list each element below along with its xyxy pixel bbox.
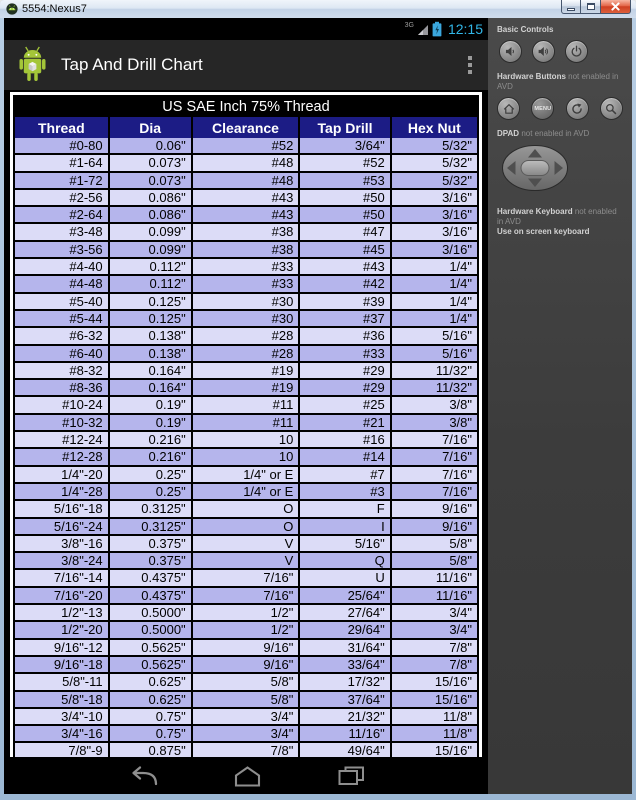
table-cell: 0.073" (109, 172, 192, 189)
table-cell: #16 (299, 431, 390, 448)
table-scroll-area[interactable] (4, 90, 488, 757)
table-row (14, 569, 478, 586)
table-cell: #47 (299, 223, 390, 240)
table-row (14, 587, 478, 604)
table-cell: 31/64" (299, 639, 390, 656)
table-cell: 0.625" (109, 691, 192, 708)
table-cell: 5/32" (391, 138, 478, 154)
table-cell: 0.138" (109, 345, 192, 362)
overflow-menu-button[interactable] (460, 50, 480, 80)
maximize-icon (587, 3, 595, 10)
table-cell: 5/16"-24 (14, 518, 109, 535)
table-cell: 7/16" (192, 587, 300, 604)
basic-controls-label: Basic Controls (497, 25, 554, 34)
table-row (14, 639, 478, 656)
basic-controls-buttons (499, 40, 625, 63)
table-cell: #8-32 (14, 362, 109, 379)
table-cell: 11/16" (299, 725, 390, 742)
table-row (14, 172, 478, 189)
table-row (14, 535, 478, 552)
table-cell: 0.25" (109, 466, 192, 483)
recents-button[interactable] (336, 764, 366, 788)
hardware-buttons-note: not enabled in AVD (497, 72, 619, 91)
table-row (14, 241, 478, 258)
power-button[interactable] (565, 40, 588, 63)
table-row (14, 206, 478, 223)
emulator-controls-panel (488, 18, 632, 794)
table-cell: 37/64" (299, 691, 390, 708)
table-cell: 0.3125" (109, 518, 192, 535)
table-row (14, 448, 478, 465)
table-row (14, 138, 478, 154)
table-cell: 5/16"-18 (14, 500, 109, 517)
close-button[interactable] (601, 0, 631, 14)
table-cell: 5/16" (391, 345, 478, 362)
android-robot-app-icon (16, 45, 49, 85)
table-cell: U (299, 569, 390, 586)
table-cell: 0.375" (109, 535, 192, 552)
status-bar (4, 18, 488, 40)
table-cell: 7/16" (391, 448, 478, 465)
column-header: Thread (14, 117, 109, 138)
table-cell: #12-24 (14, 431, 109, 448)
table-cell: #19 (192, 362, 300, 379)
table-cell: 5/8"-18 (14, 691, 109, 708)
table-cell: 3/8" (391, 414, 478, 431)
table-cell: 1/4" or E (192, 483, 300, 500)
minimize-button[interactable] (561, 0, 581, 14)
table-cell: #6-32 (14, 327, 109, 344)
table-cell: 1/4" (391, 258, 478, 275)
overflow-dot (468, 63, 472, 67)
table-cell: V (192, 552, 300, 569)
home-icon (502, 102, 516, 116)
table-cell: 5/8" (192, 691, 300, 708)
volume-up-button[interactable] (532, 40, 555, 63)
table-cell: #37 (299, 310, 390, 327)
table-cell: 0.5000" (109, 604, 192, 621)
table-cell: #36 (299, 327, 390, 344)
table-cell: 3/16" (391, 206, 478, 223)
table-cell: 0.086" (109, 189, 192, 206)
table-cell: 1/4" (391, 310, 478, 327)
table-caption-row (14, 96, 478, 117)
home-button[interactable] (231, 764, 264, 788)
table-row (14, 742, 478, 757)
table-row (14, 379, 478, 396)
maximize-button[interactable] (581, 0, 601, 14)
table-cell: 0.086" (109, 206, 192, 223)
table-cell: 5/16" (299, 535, 390, 552)
back-rotate-icon (570, 102, 584, 116)
table-cell: 11/32" (391, 379, 478, 396)
table-cell: #2-56 (14, 189, 109, 206)
table-cell: #3 (299, 483, 390, 500)
table-cell: 1/4"-28 (14, 483, 109, 500)
table-cell: 0.5625" (109, 639, 192, 656)
volume-up-icon (537, 45, 550, 58)
table-row (14, 310, 478, 327)
table-cell: #52 (192, 138, 300, 154)
table-row (14, 154, 478, 171)
keyboard-section (497, 207, 625, 237)
table-cell: #8-36 (14, 379, 109, 396)
home-icon (231, 764, 264, 788)
table-row (14, 500, 478, 517)
table-row (14, 604, 478, 621)
table-row (14, 414, 478, 431)
table-cell: 7/8" (391, 639, 478, 656)
table-cell: #43 (299, 258, 390, 275)
table-cell: #50 (299, 189, 390, 206)
table-cell: 1/4" (391, 275, 478, 292)
volume-down-icon (504, 45, 517, 58)
table-cell: 7/8" (391, 656, 478, 673)
table-cell: #1-72 (14, 172, 109, 189)
table-cell: #45 (299, 241, 390, 258)
table-cell: #33 (192, 275, 300, 292)
table-cell: 3/16" (391, 223, 478, 240)
table-cell: #10-24 (14, 396, 109, 413)
table-cell: 1/2"-13 (14, 604, 109, 621)
app-bar (4, 40, 488, 90)
table-cell: 17/32" (299, 673, 390, 690)
table-cell: #0-80 (14, 138, 109, 154)
table-cell: #42 (299, 275, 390, 292)
table-cell: 0.19" (109, 414, 192, 431)
emulator-app-icon (6, 3, 18, 15)
hardware-keyboard-label: Hardware Keyboard not enabled in AVD (497, 207, 617, 226)
table-cell: 3/4" (391, 604, 478, 621)
table-cell: 11/8" (391, 708, 478, 725)
table-cell: #19 (192, 379, 300, 396)
app-title: Tap And Drill Chart (61, 55, 203, 74)
table-cell: 49/64" (299, 742, 390, 757)
table-cell: 9/16"-12 (14, 639, 109, 656)
table-cell: 7/16"-14 (14, 569, 109, 586)
table-cell: 0.4375" (109, 587, 192, 604)
table-cell: 0.4375" (109, 569, 192, 586)
overflow-dot (468, 70, 472, 74)
table-cell: 0.125" (109, 310, 192, 327)
table-cell: #4-40 (14, 258, 109, 275)
table-cell: #38 (192, 223, 300, 240)
window-title: 5554:Nexus7 (22, 3, 87, 15)
table-cell: F (299, 500, 390, 517)
table-cell: 15/16" (391, 691, 478, 708)
table-row (14, 621, 478, 638)
table-cell: #48 (192, 154, 300, 171)
table-cell: #43 (192, 189, 300, 206)
window-body (4, 18, 632, 794)
table-cell: 0.625" (109, 673, 192, 690)
hw-back-button[interactable] (566, 97, 589, 120)
table-cell: 5/32" (391, 154, 478, 171)
table-cell: 0.25" (109, 483, 192, 500)
table-row (14, 258, 478, 275)
dpad-note: not enabled in AVD (521, 129, 590, 138)
table-cell: 0.216" (109, 448, 192, 465)
hw-home-button[interactable] (497, 97, 520, 120)
table-cell: #28 (192, 345, 300, 362)
table-cell: #25 (299, 396, 390, 413)
table-cell: 0.75" (109, 725, 192, 742)
table-cell: 27/64" (299, 604, 390, 621)
table-cell: #48 (192, 172, 300, 189)
table-cell: #7 (299, 466, 390, 483)
table-row (14, 396, 478, 413)
table-row (14, 275, 478, 292)
table-cell: 7/16" (391, 466, 478, 483)
table-cell: #33 (299, 345, 390, 362)
close-icon (611, 2, 620, 11)
dpad-icon (501, 144, 569, 192)
column-header: Clearance (192, 117, 300, 138)
table-cell: #10-32 (14, 414, 109, 431)
android-device-screen (4, 18, 488, 794)
table-cell: 3/8" (391, 396, 478, 413)
table-cell: 5/32" (391, 172, 478, 189)
table-cell: #29 (299, 379, 390, 396)
table-cell: 9/16" (391, 500, 478, 517)
table-cell: V (192, 535, 300, 552)
table-cell: 3/8"-16 (14, 535, 109, 552)
table-cell: #21 (299, 414, 390, 431)
table-cell: 5/8" (391, 552, 478, 569)
table-cell: 7/8" (192, 742, 300, 757)
table-cell: #38 (192, 241, 300, 258)
table-cell: 21/32" (299, 708, 390, 725)
table-row (14, 293, 478, 310)
table-cell: 3/16" (391, 241, 478, 258)
table-cell: #1-64 (14, 154, 109, 171)
table-cell: #2-64 (14, 206, 109, 223)
table-cell: 1/4" (391, 293, 478, 310)
search-icon (604, 102, 618, 116)
table-cell: 15/16" (391, 742, 478, 757)
column-header: Hex Nut (391, 117, 478, 138)
table-cell: 5/8"-11 (14, 673, 109, 690)
table-frame (10, 92, 482, 757)
table-cell: 11/16" (391, 587, 478, 604)
table-cell: O (192, 518, 300, 535)
table-cell: #4-48 (14, 275, 109, 292)
hardware-keyboard-note: not enabled in AVD (497, 207, 617, 226)
table-cell: #14 (299, 448, 390, 465)
table-cell: 0.099" (109, 241, 192, 258)
table-cell: 1/4" or E (192, 466, 300, 483)
clock: 12:15 (447, 21, 483, 37)
table-row (14, 518, 478, 535)
table-cell: 0.5625" (109, 656, 192, 673)
table-cell: 0.138" (109, 327, 192, 344)
hardware-buttons-label: Hardware Buttons not enabled in AVD (497, 72, 619, 91)
table-cell: #12-28 (14, 448, 109, 465)
table-cell: 7/16" (192, 569, 300, 586)
table-cell: #53 (299, 172, 390, 189)
table-cell: 0.112" (109, 275, 192, 292)
table-row (14, 656, 478, 673)
table-cell: 3/4" (192, 708, 300, 725)
table-cell: #11 (192, 396, 300, 413)
table-cell: 0.5000" (109, 621, 192, 638)
back-icon (126, 764, 159, 788)
table-cell: 0.164" (109, 379, 192, 396)
table-cell: 9/16"-18 (14, 656, 109, 673)
table-cell: 29/64" (299, 621, 390, 638)
table-cell: 9/16" (391, 518, 478, 535)
table-cell: 3/4" (192, 725, 300, 742)
hardware-buttons-row (497, 97, 623, 120)
dpad-label: DPAD not enabled in AVD (497, 129, 590, 138)
table-cell: O (192, 500, 300, 517)
minimize-icon (567, 8, 575, 11)
table-row (14, 431, 478, 448)
table-cell: 7/8"-9 (14, 742, 109, 757)
table-cell: 0.125" (109, 293, 192, 310)
table-cell: 5/16" (391, 327, 478, 344)
recents-icon (336, 764, 366, 788)
table-cell: 11/16" (391, 569, 478, 586)
window-titlebar[interactable] (0, 0, 636, 18)
table-cell: 3/8"-24 (14, 552, 109, 569)
signal-strength-icon (417, 23, 429, 36)
table-cell: #30 (192, 293, 300, 310)
table-row (14, 725, 478, 742)
table-cell: 0.099" (109, 223, 192, 240)
table-row (14, 673, 478, 690)
table-cell: #5-44 (14, 310, 109, 327)
column-header: Tap Drill (299, 117, 390, 138)
table-cell: #43 (192, 206, 300, 223)
power-icon (570, 45, 583, 58)
table-cell: 25/64" (299, 587, 390, 604)
table-cell: 0.375" (109, 552, 192, 569)
table-cell: 10 (192, 448, 300, 465)
table-cell: 9/16" (192, 639, 300, 656)
network-type-label: 3G (404, 22, 414, 29)
keyboard-hint: Use on screen keyboard (497, 227, 590, 236)
table-row (14, 362, 478, 379)
table-cell: #5-40 (14, 293, 109, 310)
table-row (14, 345, 478, 362)
table-cell: #3-56 (14, 241, 109, 258)
table-cell: 3/4"-10 (14, 708, 109, 725)
table-cell: 0.3125" (109, 500, 192, 517)
hw-search-button[interactable] (600, 97, 623, 120)
table-cell: #52 (299, 154, 390, 171)
table-cell: 11/8" (391, 725, 478, 742)
table-cell: 3/16" (391, 189, 478, 206)
table-cell: 5/8" (391, 535, 478, 552)
table-cell: 7/16"-20 (14, 587, 109, 604)
table-caption: US SAE Inch 75% Thread (14, 96, 478, 117)
table-cell: 0.06" (109, 138, 192, 154)
column-header-row (14, 117, 478, 138)
table-row (14, 223, 478, 240)
table-cell: 5/8" (192, 673, 300, 690)
back-button[interactable] (126, 764, 159, 788)
table-cell: Q (299, 552, 390, 569)
dpad-control[interactable] (501, 144, 625, 197)
table-cell: 1/4"-20 (14, 466, 109, 483)
column-header: Dia (109, 117, 192, 138)
table-cell: 0.216" (109, 431, 192, 448)
table-row (14, 552, 478, 569)
table-cell: 7/16" (391, 431, 478, 448)
table-cell: 3/4" (391, 621, 478, 638)
table-row (14, 189, 478, 206)
table-cell: 11/32" (391, 362, 478, 379)
table-cell: #28 (192, 327, 300, 344)
table-cell: 9/16" (192, 656, 300, 673)
table-cell: 0.875" (109, 742, 192, 757)
battery-charging-icon (432, 21, 442, 37)
menu-button-label: MENU (534, 105, 552, 112)
table-row (14, 708, 478, 725)
table-cell: 3/4"-16 (14, 725, 109, 742)
table-cell: #33 (192, 258, 300, 275)
overflow-dot (468, 56, 472, 60)
hw-menu-button[interactable] (531, 97, 554, 120)
table-cell: 3/64" (299, 138, 390, 154)
table-cell: 0.073" (109, 154, 192, 171)
table-cell: 0.164" (109, 362, 192, 379)
table-cell: 33/64" (299, 656, 390, 673)
table-cell: 0.112" (109, 258, 192, 275)
table-cell: #6-40 (14, 345, 109, 362)
table-cell: #50 (299, 206, 390, 223)
tap-drill-table (13, 95, 479, 757)
table-cell: #39 (299, 293, 390, 310)
table-row (14, 691, 478, 708)
table-cell: 1/2"-20 (14, 621, 109, 638)
volume-down-button[interactable] (499, 40, 522, 63)
table-cell: #3-48 (14, 223, 109, 240)
window-controls (561, 0, 631, 14)
table-row (14, 466, 478, 483)
table-cell: 10 (192, 431, 300, 448)
table-cell: 0.19" (109, 396, 192, 413)
table-cell: 1/2" (192, 621, 300, 638)
table-cell: 0.75" (109, 708, 192, 725)
navigation-bar (4, 757, 488, 794)
table-cell: #11 (192, 414, 300, 431)
table-cell: I (299, 518, 390, 535)
table-cell: #29 (299, 362, 390, 379)
table-cell: 15/16" (391, 673, 478, 690)
table-cell: #30 (192, 310, 300, 327)
table-cell: 1/2" (192, 604, 300, 621)
table-row (14, 327, 478, 344)
table-row (14, 483, 478, 500)
table-cell: 7/16" (391, 483, 478, 500)
